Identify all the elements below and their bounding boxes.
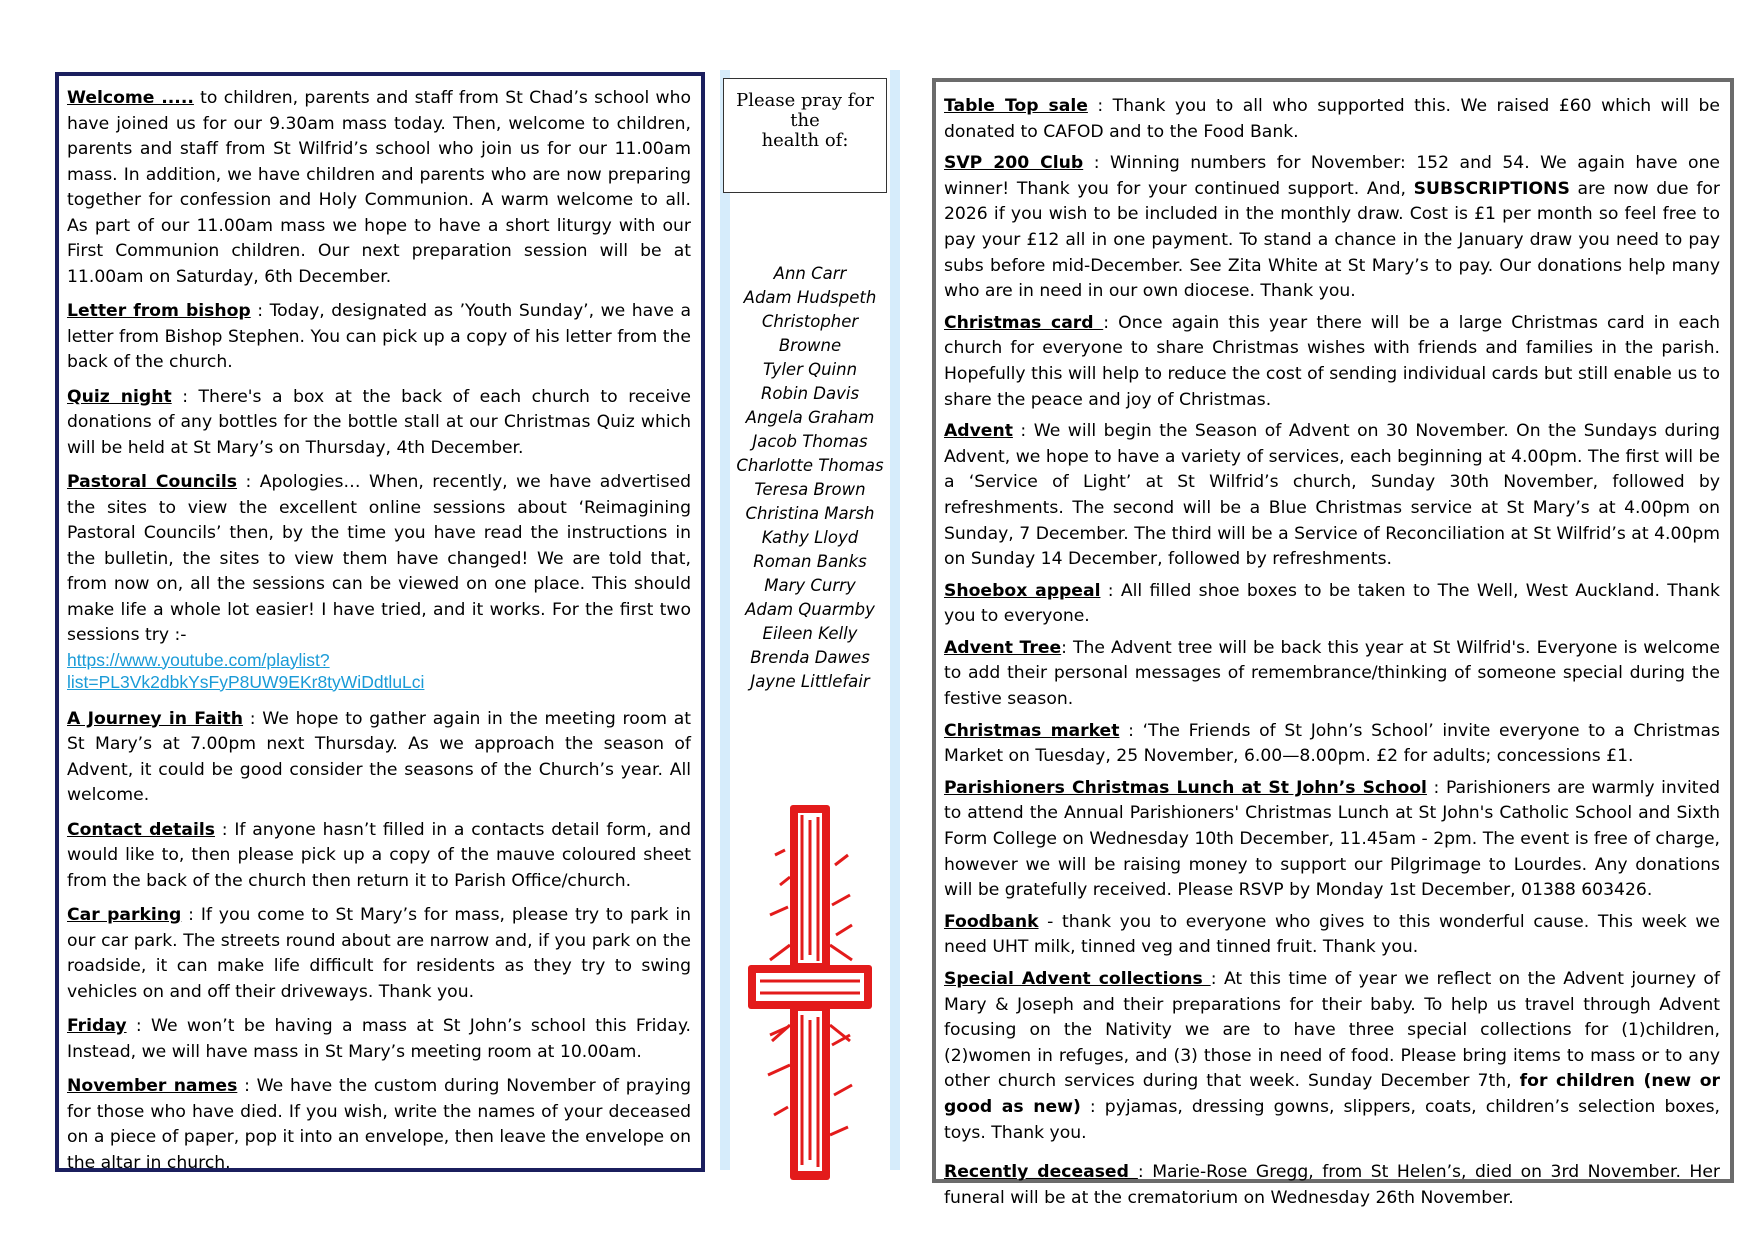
- svp-heading: SVP 200 Club: [944, 153, 1084, 174]
- shoebox-heading: Shoebox appeal: [944, 580, 1101, 601]
- sick-name: Browne: [778, 336, 842, 355]
- tabletop-notice: [944, 94, 1720, 145]
- tree-notice: [944, 636, 1720, 713]
- tabletop-heading: Table Top sale: [944, 96, 1088, 116]
- november-heading: November names: [67, 1076, 238, 1096]
- card-heading: Christmas card: [944, 312, 1104, 333]
- pastoral-heading: Pastoral Councils: [67, 472, 238, 492]
- november-text: We have the custom during November of praying for those who have died. If you wish, write the names of your deceased on a piece of paper, pop it into an envelope, then leave the envelope on the altar in church.: [67, 1076, 692, 1173]
- separator: :: [1103, 312, 1119, 333]
- left-notices-panel: [55, 72, 705, 1172]
- lunch-text: Parishioners are warmly invited to attend the Annual Parishioners' Christmas Lunch at St John's Catholic School and Sixth Form College on Wednesday 10th December, 11.45am - 2pm. The event is free of charge, however we will be raising money to support our Pilgrimage to Lourdes. Any donations will be gratefully received. Please RSVP by Monday 1st December, 01388 603426.: [944, 777, 1720, 901]
- advent-heading: Advent: [944, 421, 1013, 442]
- parking-heading: Car parking: [67, 905, 182, 925]
- deceased-heading: Recently deceased: [944, 1162, 1138, 1183]
- special-bold: for children (new or good as new): [944, 1071, 1720, 1117]
- pray-line-2: the: [790, 110, 820, 131]
- foodbank-notice: [944, 910, 1720, 961]
- shoebox-text: All filled shoe boxes to be taken to The Well, West Auckland. Thank you to everyone.: [944, 580, 1720, 627]
- svp-subscriptions: SUBSCRIPTIONS: [1413, 178, 1570, 199]
- separator: :: [242, 708, 263, 729]
- lunch-notice: [944, 776, 1720, 904]
- foodbank-text: thank you to everyone who gives to this wonderful cause. This week we need UHT milk, tinned veg and tinned fruit. Thank you.: [944, 911, 1720, 958]
- tabletop-text: Thank you to all who supported this. We raised £60 which will be donated to CAFOD and to the Food Bank.: [944, 96, 1720, 142]
- parking-text: If you come to St Mary’s for mass, please try to park in our car park. The streets round about are narrow and, if you park on the roadside, it can make life difficult for residents as they try to swing vehicles on and off their driveways. Thank you.: [67, 905, 691, 1002]
- sick-name: Roman Banks: [753, 552, 867, 571]
- special-text-1: At this time of year we reflect on the Advent journey of Mary & Joseph and their preparations for their baby. To help us travel through Advent focusing on the Nativity we are to have three special collections for (1)children, (2)women in refuges, and (3) those in need of food. Please bring items to mass or to any other church services during that week. Sunday December 7th,: [944, 969, 1720, 1092]
- sick-names-list: [720, 262, 900, 694]
- contact-text: If anyone hasn’t filled in a contacts detail form, and would like to, then please pick up a copy of the mauve coloured sheet from the back of the church then return it to Parish Office/church.: [67, 819, 691, 891]
- friday-notice: [67, 1014, 691, 1065]
- sick-name: Adam Hudspeth: [743, 288, 877, 307]
- sick-name: Kathy Lloyd: [761, 528, 859, 547]
- card-notice: [944, 311, 1720, 413]
- welcome-heading: Welcome .....: [67, 88, 194, 108]
- friday-text: We won’t be having a mass at St John’s school this Friday. Instead, we will have mass in St Mary’s meeting room at 10.00am.: [67, 1016, 692, 1062]
- svp-text-2: are now due for 2026 if you wish to be included in the monthly draw. Cost is £1 per month so feel free to pay your £12 all in one payment. To stand a chance in the January draw you need to pay subs before mid-December. See Zita White at St Mary’s to pay. Our donations help many who are in need in our own diocese. Thank you.: [944, 178, 1720, 302]
- sick-name: Jayne Littlefair: [750, 672, 870, 691]
- separator: :: [1426, 777, 1446, 798]
- separator: :: [1083, 153, 1110, 174]
- foodbank-heading: Foodbank: [944, 911, 1039, 932]
- letter-heading: Letter from bishop: [67, 301, 251, 321]
- separator: :: [250, 301, 270, 321]
- separator: :: [1100, 580, 1121, 601]
- sick-name: Christina Marsh: [745, 504, 875, 523]
- sick-name: Charlotte Thomas: [736, 456, 884, 475]
- advent-text: We will begin the Season of Advent on 30 November. On the Sundays during Advent, we hope to have a variety of services, each beginning at 4.00pm. The first will be a ‘Service of Light’ at St Wilfrid’s church, Sunday 30th November, followed by refreshments. The second will be a Blue Christmas service at St Mary’s at 4.00pm on Sunday, 7 December. The third will be a Service of Reconciliation at St Wilfrid’s at 4.00pm on Sunday 14 December, followed by refreshments.: [944, 421, 1720, 570]
- journey-heading: A Journey in Faith: [67, 708, 243, 729]
- quiz-text: There's a box at the back of each church to receive donations of any bottles for the bottle stall at our Christmas Quiz which will be held at St Mary’s on Thursday, 4th December.: [67, 386, 692, 458]
- special-heading: Special Advent collections: [944, 969, 1211, 989]
- sick-name: Brenda Dawes: [750, 648, 870, 667]
- sick-name: Jacob Thomas: [752, 432, 868, 451]
- pastoral-notice: [67, 470, 691, 693]
- welcome-text: to children, parents and staff from St Chad’s school who have joined us for our 9.30am mass today. Then, welcome to children, parents and staff from St Wilfrid’s school who join us for our 11.00am mass. In addition, we have children and parents who are now preparing together for confession and Holy Communion. A warm welcome to all. As part of our 11.00am mass we hope to have a short liturgy with our First Communion children. Our next preparation session will be at 11.00am on Saturday, 6th December.: [67, 88, 691, 287]
- svp-text-1: Winning numbers for November: 152 and 54. We again have one winner! Thank you for your continued support. And,: [944, 153, 1721, 199]
- separator: :: [1012, 421, 1034, 442]
- sick-name: Ann Carr: [773, 264, 847, 283]
- separator: :: [1061, 637, 1074, 658]
- pray-line-1: Please pray for: [736, 90, 874, 111]
- shoebox-notice: [944, 579, 1720, 630]
- separator: :: [1087, 96, 1113, 116]
- deceased-notice: [944, 1160, 1720, 1211]
- pastoral-text: Apologies… When, recently, we have advertised the sites to view the excellent online sessions about ‘Reimagining Pastoral Councils’ then, by the time you have read the instructions in the bulletin, the sites to view them have changed! We are told that, from now on, all the sessions can be viewed on one place. This should make life a whole lot easier! I have tried, and it works. For the first two sessions try :-: [67, 472, 691, 645]
- quiz-heading: Quiz night: [67, 386, 172, 407]
- youtube-playlist-link[interactable]: [67, 649, 691, 693]
- separator: :: [171, 386, 199, 407]
- separator: :: [214, 819, 235, 840]
- quiz-notice: [67, 385, 691, 462]
- letter-notice: [67, 299, 691, 376]
- deceased-text: Marie-Rose Gregg, from St Helen’s, died on 3rd November. Her funeral will be at the crematorium on Wednesday 26th November.: [944, 1162, 1720, 1208]
- letter-text: Today, designated as ’Youth Sunday’, we have a letter from Bishop Stephen. You can pick up a copy of his letter from the back of the church.: [67, 301, 692, 372]
- separator: :: [1119, 720, 1143, 741]
- contact-notice: [67, 818, 691, 895]
- lunch-heading: Parishioners Christmas Lunch at St John’s School: [944, 777, 1427, 798]
- sick-name: Adam Quarmby: [745, 600, 875, 619]
- tree-heading: Advent Tree: [944, 637, 1062, 658]
- tree-text: The Advent tree will be back this year at St Wilfrid's. Everyone is welcome to add their personal messages of remembrance/thinking of someone special during the festive season.: [944, 637, 1720, 710]
- separator: :: [1137, 1162, 1153, 1183]
- separator: :: [237, 472, 260, 492]
- sick-name: Mary Curry: [764, 576, 856, 595]
- separator: :: [126, 1016, 151, 1036]
- link-line-1[interactable]: https://www.youtube.com/playlist?: [67, 649, 330, 670]
- sick-name: Tyler Quinn: [762, 360, 858, 379]
- pray-for-box: [723, 78, 887, 193]
- link-line-2[interactable]: list=PL3Vk2dbkYsFyP8UW9EKr8tyWiDdtluLci: [67, 671, 425, 692]
- special-text-2: : pyjamas, dressing gowns, slippers, coats, children’s selection boxes, toys. Thank you.: [944, 1096, 1720, 1143]
- sick-name: Robin Davis: [760, 384, 860, 403]
- sick-name: Angela Graham: [745, 408, 875, 427]
- separator: :: [181, 905, 201, 925]
- cross-icon: [740, 795, 880, 1185]
- right-notices-panel: [932, 78, 1734, 1208]
- separator: :: [1210, 969, 1224, 989]
- market-notice: [944, 719, 1720, 770]
- special-notice: [944, 967, 1720, 1146]
- pray-line-3: health of:: [761, 130, 849, 151]
- advent-notice: [944, 419, 1720, 573]
- svp-notice: [944, 151, 1720, 305]
- separator: -: [1038, 911, 1063, 932]
- november-notice: [67, 1074, 691, 1176]
- journey-notice: [67, 707, 691, 809]
- card-text: Once again this year there will be a large Christmas card in each church for everyone to share Christmas wishes with friends and families in the parish. Hopefully this will help to reduce the cost of sending individual cards but still enable us to share the peace and joy of Christmas.: [944, 312, 1721, 410]
- parking-notice: [67, 903, 691, 1005]
- sick-name: Eileen Kelly: [762, 624, 858, 643]
- contact-heading: Contact details: [67, 819, 215, 840]
- journey-text: We hope to gather again in the meeting room at St Mary’s at 7.00pm next Thursday. As we approach the season of Advent, it could be good consider the seasons of the Church’s year. All welcome.: [67, 708, 691, 805]
- friday-heading: Friday: [67, 1016, 127, 1036]
- sick-name: Teresa Brown: [754, 480, 866, 499]
- welcome-notice: [67, 86, 691, 290]
- sick-name: Christopher: [761, 312, 859, 331]
- market-text: ‘The Friends of St John’s School’ invite everyone to a Christmas Market on Tuesday, 25 November, 6.00—8.00pm. £2 for adults; concessions £1.: [944, 720, 1720, 767]
- separator: :: [237, 1076, 257, 1096]
- market-heading: Christmas market: [944, 720, 1120, 741]
